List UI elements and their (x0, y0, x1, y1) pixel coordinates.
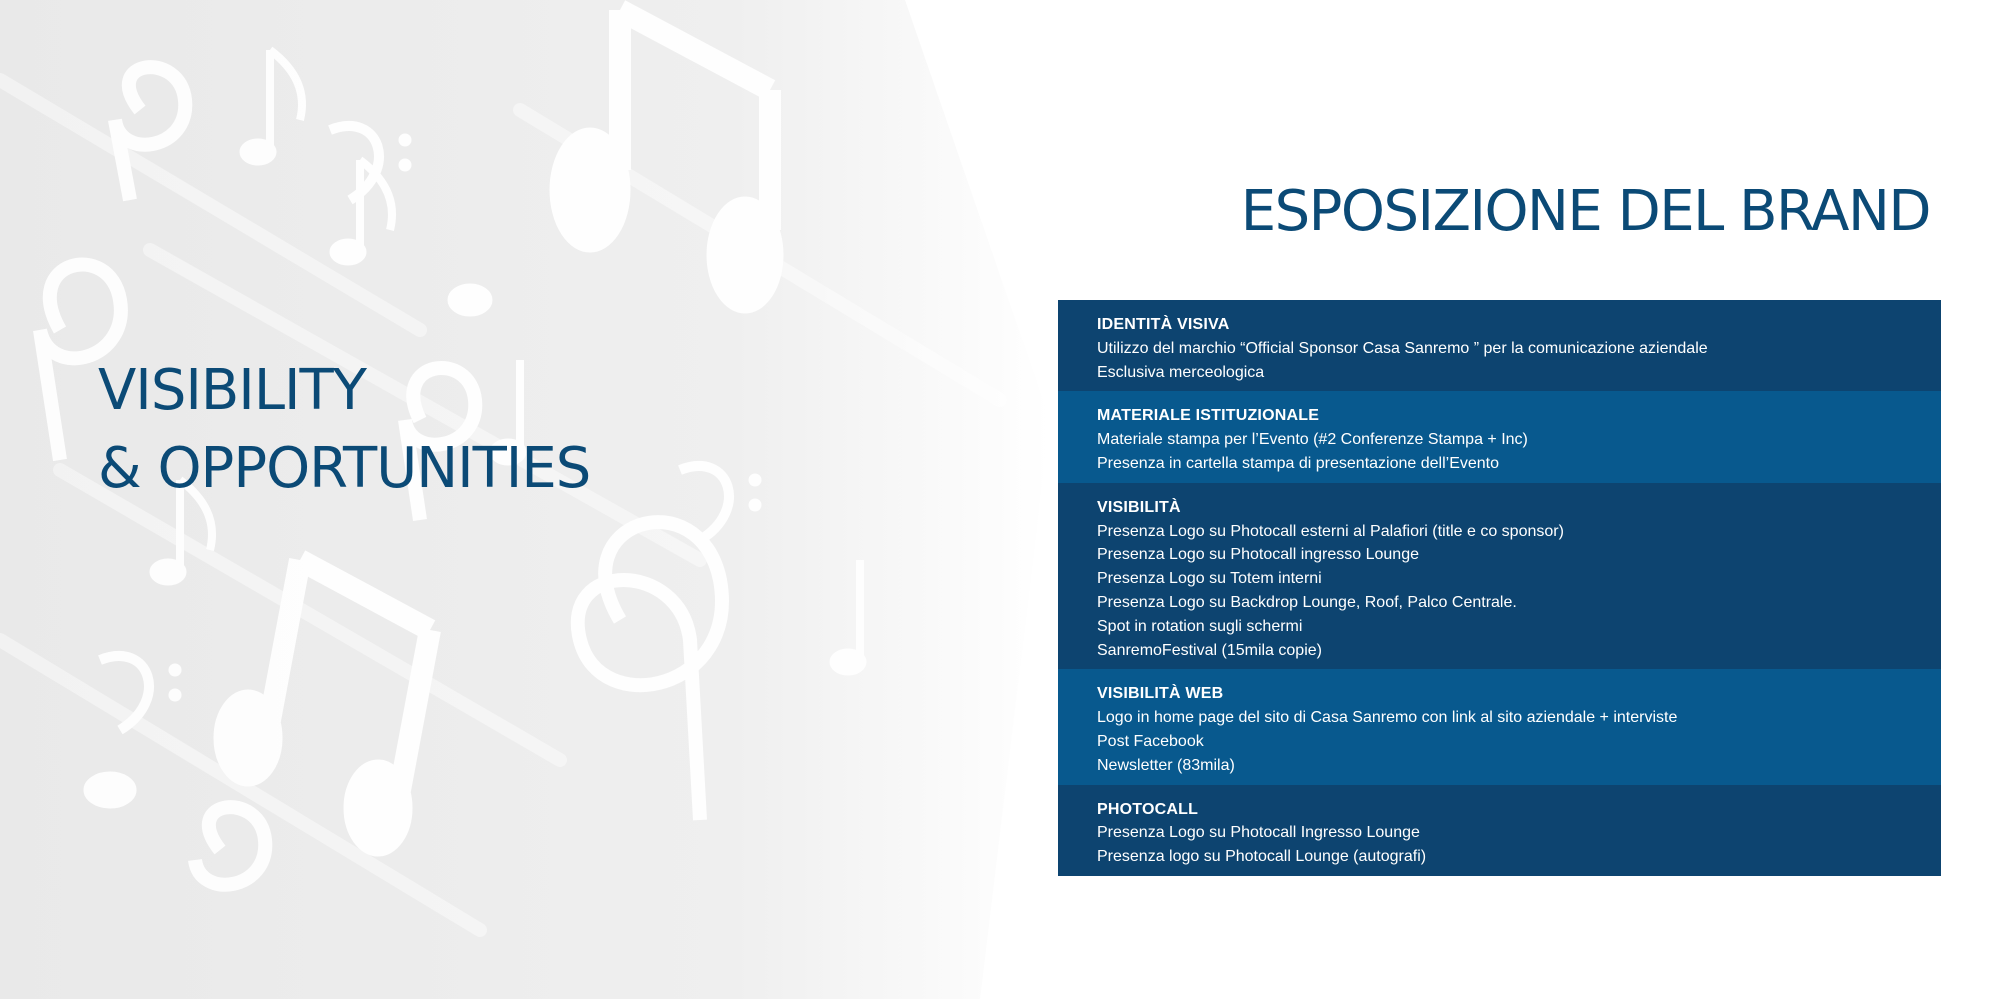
section-line: Materiale stampa per l’Evento (#2 Conferenze Stampa + Inc) (1097, 431, 1528, 449)
section-line: Presenza Logo su Backdrop Lounge, Roof, Palco Centrale. (1097, 593, 1517, 611)
section-line: Spot in rotation sugli schermi (1097, 617, 1303, 635)
section-materiale-istituzionale (1058, 391, 1941, 482)
section-title-line-2: & OPPORTUNITIES (98, 436, 591, 501)
section-heading: PHOTOCALL (1097, 800, 1199, 818)
section-line: Newsletter (83mila) (1097, 756, 1235, 774)
section-line: Presenza Logo su Photocall Ingresso Lounge (1097, 824, 1420, 842)
section-line: SanremoFestival (15mila copie) (1097, 641, 1322, 659)
section-line: Post Facebook (1097, 732, 1204, 750)
section-line: Logo in home page del sito di Casa Sanremo con link al sito aziendale + interviste (1097, 709, 1678, 727)
section-heading: MATERIALE ISTITUZIONALE (1097, 407, 1320, 425)
page-title: ESPOSIZIONE DEL BRAND (1240, 179, 1930, 244)
section-line: Presenza Logo su Photocall esterni al Palafiori (title e co sponsor) (1097, 522, 1564, 540)
brand-exposure-panel (1058, 300, 1941, 876)
section-title (98, 352, 590, 508)
section-heading: VISIBILITÀ WEB (1097, 685, 1224, 703)
section-visibilita-web (1058, 669, 1941, 784)
section-line: Presenza Logo su Totem interni (1097, 570, 1322, 588)
section-line: Presenza logo su Photocall Lounge (autografi) (1097, 848, 1427, 866)
section-visibilita (1058, 483, 1941, 670)
section-identita-visiva (1058, 300, 1941, 391)
section-photocall (1058, 785, 1941, 876)
section-heading: IDENTITÀ VISIVA (1097, 316, 1230, 333)
section-title-line-1: VISIBILITY (98, 358, 366, 423)
section-line: Utilizzo del marchio “Official Sponsor Casa Sanremo ” per la comunicazione aziendale (1097, 339, 1708, 357)
section-line: Esclusiva merceologica (1097, 363, 1265, 381)
section-line: Presenza Logo su Photocall ingresso Lounge (1097, 546, 1419, 564)
section-line: Presenza in cartella stampa di presentazione dell’Evento (1097, 454, 1500, 472)
section-heading: VISIBILITÀ (1097, 498, 1181, 516)
